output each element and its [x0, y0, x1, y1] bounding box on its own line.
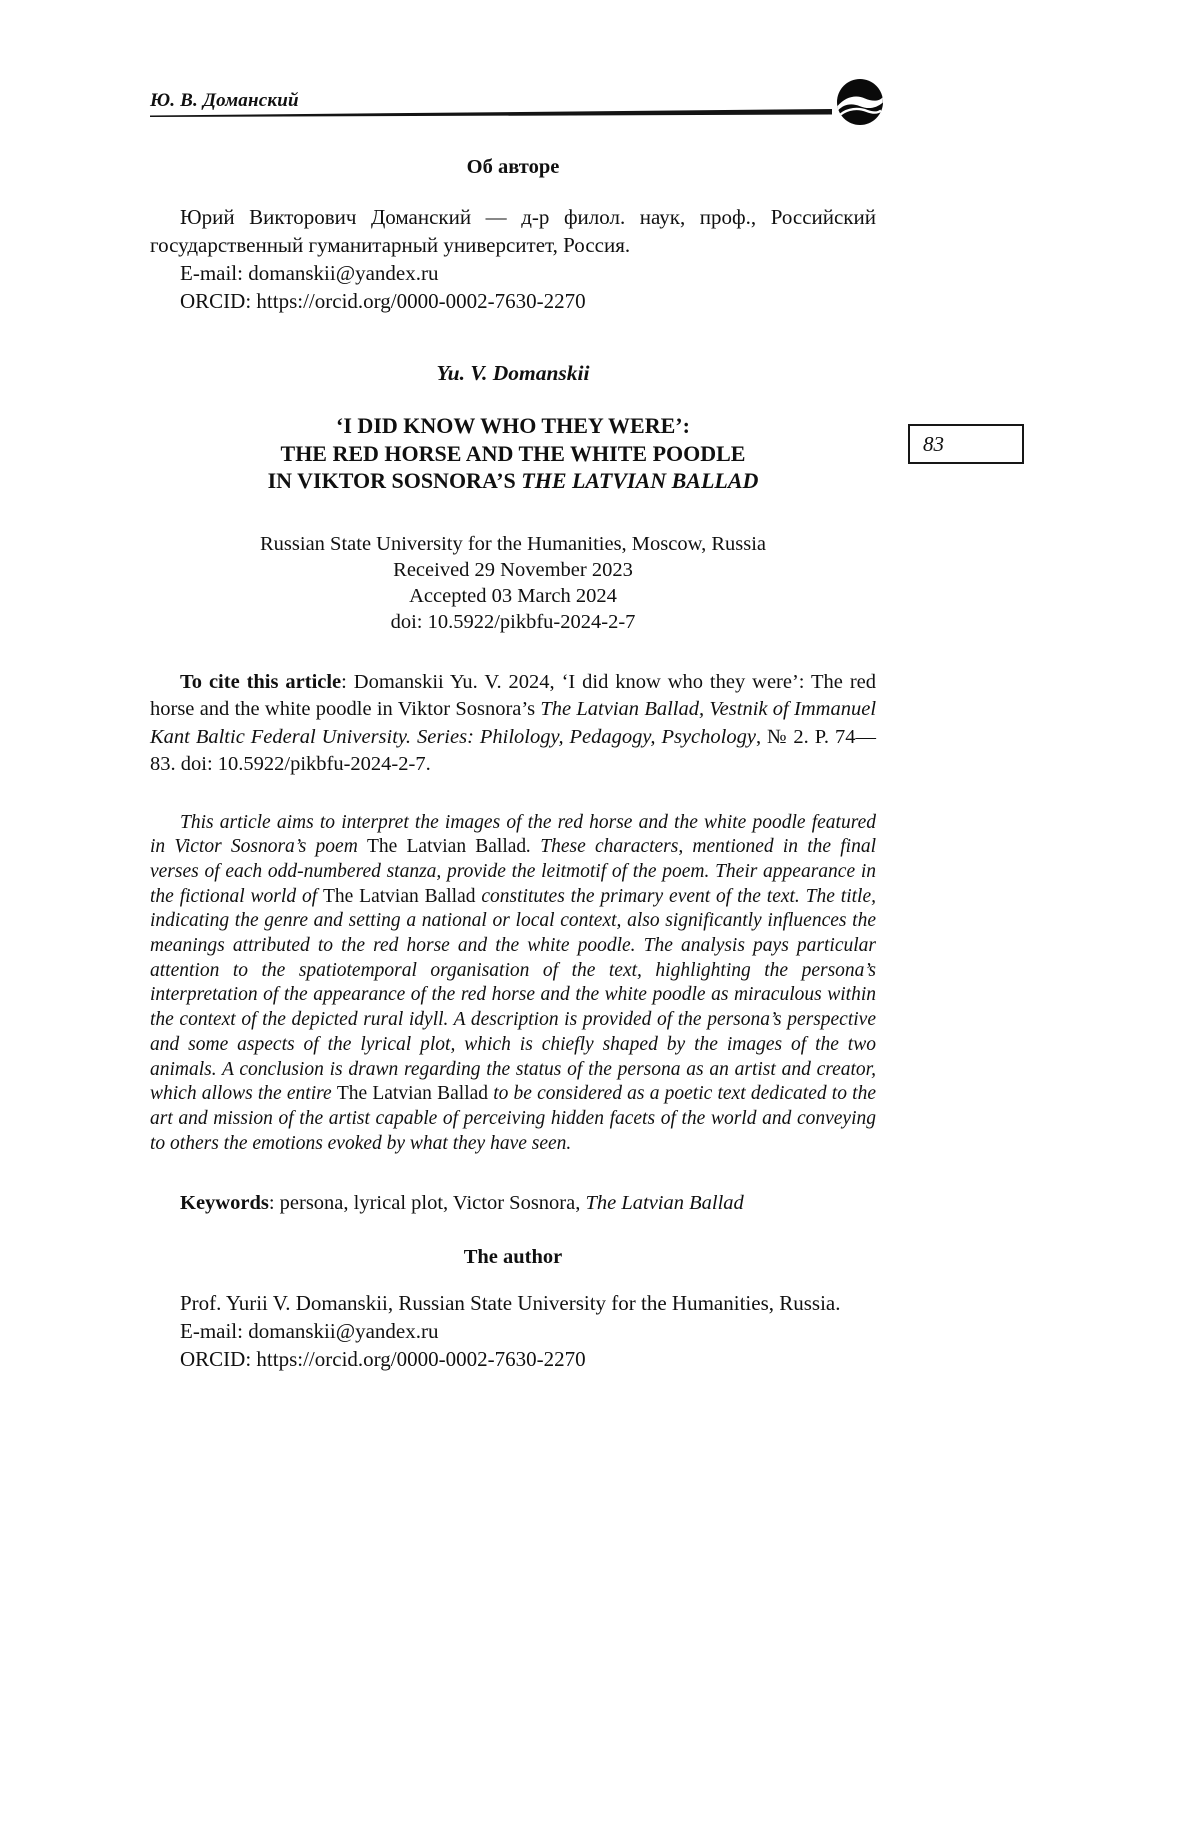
university-wave-logo-icon	[836, 78, 884, 126]
citation-paragraph: To cite this article: Domanskii Yu. V. 2024, ‘I did know who they were’: The red horse and the white poodle in Viktor Sosnora’s The Latvian Ballad, Vestnik of Immanuel Kant Baltic Federal University. Series: Philology, Pedagogy, Psychology, № 2. P. 74—83. doi: 10.5922/pikbfu-2024-2-7.	[150, 670, 877, 775]
article-doi: doi: 10.5922/pikbfu-2024-2-7	[390, 610, 636, 633]
article-title	[150, 412, 876, 495]
page-number: 83	[923, 431, 944, 456]
page-number-box	[908, 424, 1024, 464]
article-meta	[150, 531, 876, 635]
author-orcid-en: ORCID: https://orcid.org/0000-0002-7630-2270	[180, 1347, 586, 1372]
author-orcid-ru: ORCID: https://orcid.org/0000-0002-7630-2270	[180, 289, 586, 313]
article-title-line: IN VIKTOR SOSNORA’S THE LATVIAN BALLAD	[267, 468, 759, 493]
running-head-author: Ю. В. Доманский	[150, 90, 299, 111]
affiliation: Russian State University for the Humanities, Moscow, Russia	[260, 532, 766, 555]
keywords-line: Keywords: persona, lyrical plot, Victor Sosnora, The Latvian Ballad	[180, 1192, 744, 1215]
abstract-paragraph: This article aims to interpret the images of the red horse and the white poodle featured in Victor Sosnora’s poem The Latvian Ballad. These characters, mentioned in the final verses of each odd-numbered stanza, provide the leitmotif of the poem. Their appearance in the fictional world of The Latvian Ballad constitutes the primary event of the text. The title, indicating the genre and setting a national or local context, also significantly influences the meanings attributed to the red horse and the white poodle. The analysis pays particular attention to the spatiotemporal organisation of the text, highlighting the persona’s interpretation of the appearance of the red horse and the white poodle as miraculous within the context of the depicted rural idyll. A description is provided of the persona’s perspective and some aspects of the lyrical plot, which is chiefly shaped by the images of the two animals. A conclusion is drawn regarding the status of the persona as an artist and creator, which allows the entire The Latvian Ballad to be considered as a poetic text dedicated to the art and mission of the artist capable of perceiving hidden facets of the world and conveying to others the emotions evoked by what they have seen.	[150, 811, 876, 1154]
author-bio-ru: Юрий Викторович Доманский — д-р филол. наук, проф., Российский государственный гуманитарный университет, Россия.	[150, 205, 876, 257]
article-title-line: ‘I DID KNOW WHO THEY WERE’:	[336, 413, 690, 438]
running-head	[150, 82, 884, 134]
accepted-date: Accepted 03 March 2024	[409, 584, 617, 607]
about-author-en-heading: The author	[463, 1246, 563, 1269]
about-author-ru-heading: Об авторе	[466, 156, 560, 178]
article-title-line: THE RED HORSE AND THE WHITE POODLE	[280, 440, 746, 466]
author-email-ru: E-mail: domanskii@yandex.ru	[180, 261, 439, 285]
received-date: Received 29 November 2023	[393, 558, 633, 581]
author-bio-en: Prof. Yurii V. Domanskii, Russian State University for the Humanities, Russia.	[180, 1291, 841, 1316]
article-front-matter	[150, 150, 876, 1373]
header-rule	[150, 108, 832, 117]
article-author-name: Yu. V. Domanskii	[436, 361, 590, 385]
author-email-en: E-mail: domanskii@yandex.ru	[180, 1319, 439, 1344]
